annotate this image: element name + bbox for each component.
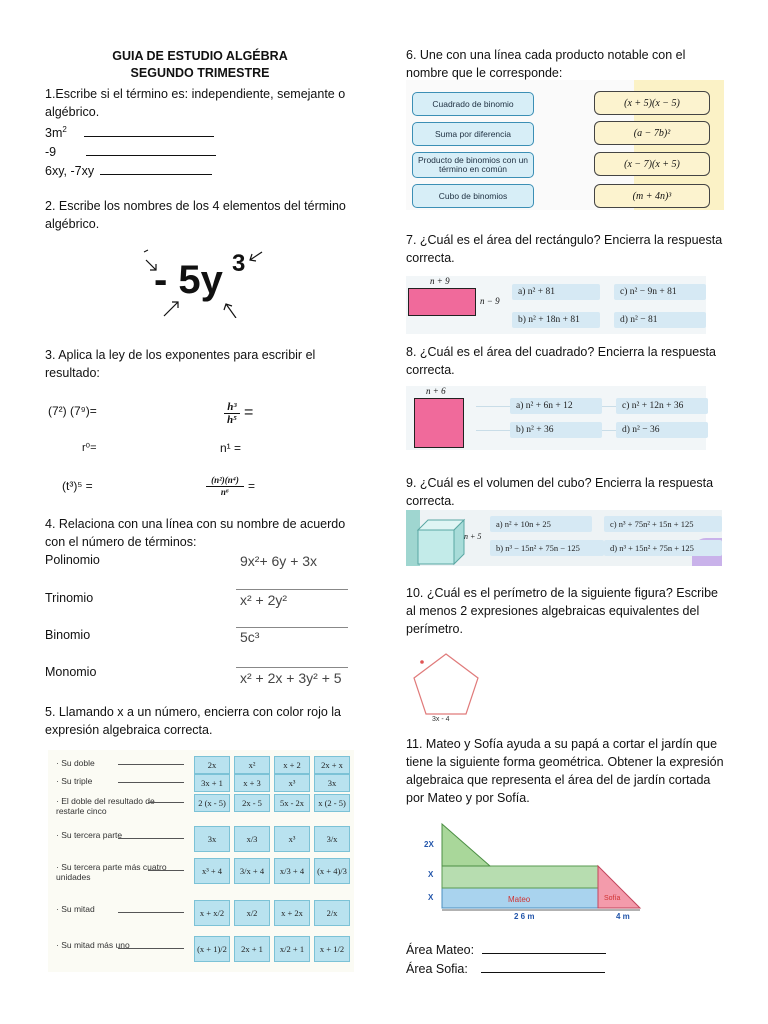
q3-expr-6: (n²)(n⁴) n⁶ xyxy=(206,475,244,498)
q7-prompt: 7. ¿Cuál es el área del rectángulo? Encierra la respuesta correcta. xyxy=(406,233,723,265)
q3-expr-3: r⁰= xyxy=(82,442,97,454)
q5-option-cell[interactable]: 3/x + 4 xyxy=(234,858,270,884)
q7-option-a[interactable]: a) n² + 81 xyxy=(512,284,600,300)
q10-prompt: 10. ¿Cuál es el perímetro de la siguiente figura? Escribe al menos 2 expresiones algebraicas equivalentes del perímetro. xyxy=(406,586,718,636)
q5-option-cell[interactable]: 2x - 5 xyxy=(234,794,270,812)
q11-area-mateo-blank[interactable] xyxy=(482,940,606,954)
q11-area-sofia-label: Área Sofia: xyxy=(406,962,468,976)
q4-name-polinomio: Polinomio xyxy=(45,553,100,567)
q6-name-3[interactable]: Producto de binomios con un término en común xyxy=(412,152,534,178)
q5-option-cell[interactable]: x/3 xyxy=(234,826,270,852)
q6-prompt: 6. Une con una línea cada producto notable con el nombre que le corresponde: xyxy=(406,48,686,80)
q8-option-b[interactable]: b) n² + 36 xyxy=(510,422,602,438)
q9-option-b[interactable]: b) n³ − 15n² + 75n − 125 xyxy=(490,540,604,556)
pointer-arrows xyxy=(140,248,280,318)
q11-length-2: 4 m xyxy=(616,912,630,921)
q6-matching-panel xyxy=(406,80,724,210)
q5-option-cell[interactable]: x/2 + 1 xyxy=(274,936,310,962)
q4-divider-1 xyxy=(236,589,348,590)
q10-side-label: 3x - 4 xyxy=(432,716,450,723)
q5-leader-line xyxy=(118,912,184,913)
q5-table xyxy=(48,750,354,972)
q4-divider-2 xyxy=(236,627,348,628)
q1-item-1: $3m^2$ xyxy=(45,125,67,141)
q10-pentagon xyxy=(406,648,486,726)
q5-option-cell[interactable]: 2x + 1 xyxy=(234,936,270,962)
q5-option-cell[interactable]: (x + 1)/2 xyxy=(194,936,230,962)
q4-expr-2: x² + 2y² xyxy=(240,592,288,608)
q11-area-mateo-label: Área Mateo: xyxy=(406,943,475,957)
q8-panel xyxy=(406,386,706,450)
q9-option-c[interactable]: c) n³ + 75n² + 15n + 125 xyxy=(604,516,722,532)
q7-option-b[interactable]: b) n² + 18n + 81 xyxy=(512,312,600,328)
q6-name-2[interactable]: Suma por diferencia xyxy=(412,122,534,146)
q6-name-1[interactable]: Cuadrado de binomio xyxy=(412,92,534,116)
q9-prompt: 9. ¿Cuál es el volumen del cubo? Encierra la respuesta correcta. xyxy=(406,476,714,508)
algebraic-term: - 5y xyxy=(154,258,223,302)
q9-panel xyxy=(406,510,722,566)
q5-row-label: · Su tercera parte xyxy=(56,830,123,840)
q5-row-label: · Su triple xyxy=(56,776,93,786)
q9-option-d[interactable]: d) n³ + 15n² + 75n + 125 xyxy=(604,540,722,556)
q11-area-mateo-row xyxy=(406,940,606,957)
q5-leader-line xyxy=(118,764,184,765)
q4-expr-1: 9x²+ 6y + 3x xyxy=(240,553,318,569)
q5-option-cell[interactable]: x/3 + 4 xyxy=(274,858,310,884)
q6-product-4[interactable]: (m + 4n)³ xyxy=(594,184,710,208)
q5-option-cell[interactable]: x + x/2 xyxy=(194,900,230,926)
q11-length-1: 2 6 m xyxy=(514,912,535,921)
q7-option-d[interactable]: d) n² − 81 xyxy=(614,312,706,328)
q8-prompt: 8. ¿Cuál es el área del cuadrado? Encierra la respuesta correcta. xyxy=(406,345,716,377)
q4-name-trinomio: Trinomio xyxy=(45,591,94,605)
q11-area-sofia-row xyxy=(406,959,605,976)
q5-option-cell[interactable]: 2 (x - 5) xyxy=(194,794,230,812)
q8-option-d[interactable]: d) n² − 36 xyxy=(616,422,708,438)
q7-top-label: n + 9 xyxy=(430,276,450,286)
q5-leader-line xyxy=(118,948,184,949)
q6-product-2[interactable]: (a − 7b)² xyxy=(594,121,710,145)
q9-side-label: n + 5 xyxy=(464,532,482,541)
q4-divider-3 xyxy=(236,667,348,668)
q1-blank-1[interactable] xyxy=(84,123,214,137)
q1-item-2: -9 xyxy=(45,145,57,160)
q8-top-label: n + 6 xyxy=(426,386,446,396)
q7-panel xyxy=(406,276,706,334)
q5-row-label: · Su tercera parte más cuatro unidades xyxy=(56,862,167,882)
q7-side-label: n − 9 xyxy=(480,296,500,306)
q9-cube xyxy=(414,516,472,566)
q3-expr-4: n¹ = xyxy=(220,441,242,455)
page-subtitle: SEGUNDO TRIMESTRE xyxy=(130,66,270,80)
q4-name-binomio: Binomio xyxy=(45,628,91,642)
q5-option-cell[interactable]: x² xyxy=(234,756,270,774)
algebraic-term-figure xyxy=(140,248,280,318)
q8-option-a[interactable]: a) n² + 6n + 12 xyxy=(510,398,602,414)
q6-name-4[interactable]: Cubo de binomios xyxy=(412,184,534,208)
q11-label-mateo: Mateo xyxy=(508,895,531,904)
q4-prompt: 4. Relaciona con una línea con su nombre de acuerdo con el número de términos: xyxy=(45,517,346,549)
q11-prompt: 11. Mateo y Sofía ayuda a su papá a cortar el jardín que tiene la siguiente forma geométrica. Obtener la expresión algebraica que representa el área del de jardín cortada por Mateo y por Sofía. xyxy=(406,737,724,805)
q5-option-cell[interactable]: 3/x xyxy=(314,826,350,852)
q11-label-2x: 2X xyxy=(424,840,434,849)
q11-label-x1: X xyxy=(428,870,434,879)
q3-expr-5: (t³)⁵ = xyxy=(62,479,93,493)
q7-option-c[interactable]: c) n² − 9n + 81 xyxy=(614,284,706,300)
q4-expr-4: x² + 2x + 3y² + 5 xyxy=(240,670,342,686)
q5-leader-line xyxy=(148,870,184,871)
q8-option-c[interactable]: c) n² + 12n + 36 xyxy=(616,398,708,414)
q5-leader-line xyxy=(118,838,184,839)
q1-item-3: 6xy, -7xy xyxy=(45,164,95,179)
q8-square xyxy=(414,398,464,448)
q5-row-label: · El doble del resultado de restarle cinco xyxy=(56,796,155,816)
q5-prompt: 5. Llamando x a un número, encierra con color rojo la expresión algebraica correcta. xyxy=(45,705,341,737)
q5-row-label: · Su mitad más uno xyxy=(56,940,130,950)
q5-option-cell[interactable]: 3x xyxy=(194,826,230,852)
q5-option-cell[interactable]: x (2 - 5) xyxy=(314,794,350,812)
q5-option-cell[interactable]: 2/x xyxy=(314,900,350,926)
q11-label-x2: X xyxy=(428,893,434,902)
q1-prompt: 1.Escribe si el término es: independiente, semejante o algébrico. xyxy=(45,87,346,119)
q6-product-3[interactable]: (x − 7)(x + 5) xyxy=(594,152,710,176)
q5-option-cell[interactable]: x³ xyxy=(274,774,310,792)
q11-area-sofia-blank[interactable] xyxy=(481,959,605,973)
q5-option-cell[interactable]: 2x + x xyxy=(314,756,350,774)
q5-option-cell[interactable]: 2x xyxy=(194,756,230,774)
q5-row-label: · Su mitad xyxy=(56,904,95,914)
q4-name-monomio: Monomio xyxy=(45,665,97,679)
page-title: GUIA DE ESTUDIO ALGÉBRA xyxy=(112,49,288,63)
q5-option-cell[interactable]: x + 2 xyxy=(274,756,310,774)
q3-expr-2-equals: = xyxy=(244,404,254,421)
q3-expr-6-equals: = xyxy=(248,479,256,493)
q5-option-cell[interactable]: (x + 4)/3 xyxy=(314,858,350,884)
q5-option-cell[interactable]: x + 3 xyxy=(234,774,270,792)
q7-rectangle xyxy=(408,288,476,316)
q4-expr-3: 5c³ xyxy=(240,629,260,645)
q6-product-1[interactable]: (x + 5)(x − 5) xyxy=(594,91,710,115)
q1-blank-2[interactable] xyxy=(86,142,216,156)
q5-option-cell[interactable]: 5x - 2x xyxy=(274,794,310,812)
q5-leader-line xyxy=(118,782,184,783)
q5-option-cell[interactable]: x³ xyxy=(274,826,310,852)
q5-option-cell[interactable]: x/2 xyxy=(234,900,270,926)
q5-option-cell[interactable]: 3x xyxy=(314,774,350,792)
q11-label-sofia: Sofía xyxy=(604,895,621,902)
q5-option-cell[interactable]: x + 1/2 xyxy=(314,936,350,962)
q1-blank-3[interactable] xyxy=(100,161,212,175)
q3-prompt: 3. Aplica la ley de los exponentes para escribir el resultado: xyxy=(45,348,316,380)
q5-option-cell[interactable]: x³ + 4 xyxy=(194,858,230,884)
q5-option-cell[interactable]: 3x + 1 xyxy=(194,774,230,792)
q3-expr-1: (7²) (7⁹)= xyxy=(48,404,97,418)
algebraic-term-exponent: 3 xyxy=(232,250,246,277)
q5-row-label: · Su doble xyxy=(56,758,95,768)
q3-expr-2: h³ h⁵ xyxy=(224,401,240,426)
q2-prompt: 2. Escribe los nombres de los 4 elementos del término algébrico. xyxy=(45,199,346,231)
q9-option-a[interactable]: a) n² + 10n + 25 xyxy=(490,516,592,532)
q5-option-cell[interactable]: x + 2x xyxy=(274,900,310,926)
q5-leader-line xyxy=(148,802,184,803)
